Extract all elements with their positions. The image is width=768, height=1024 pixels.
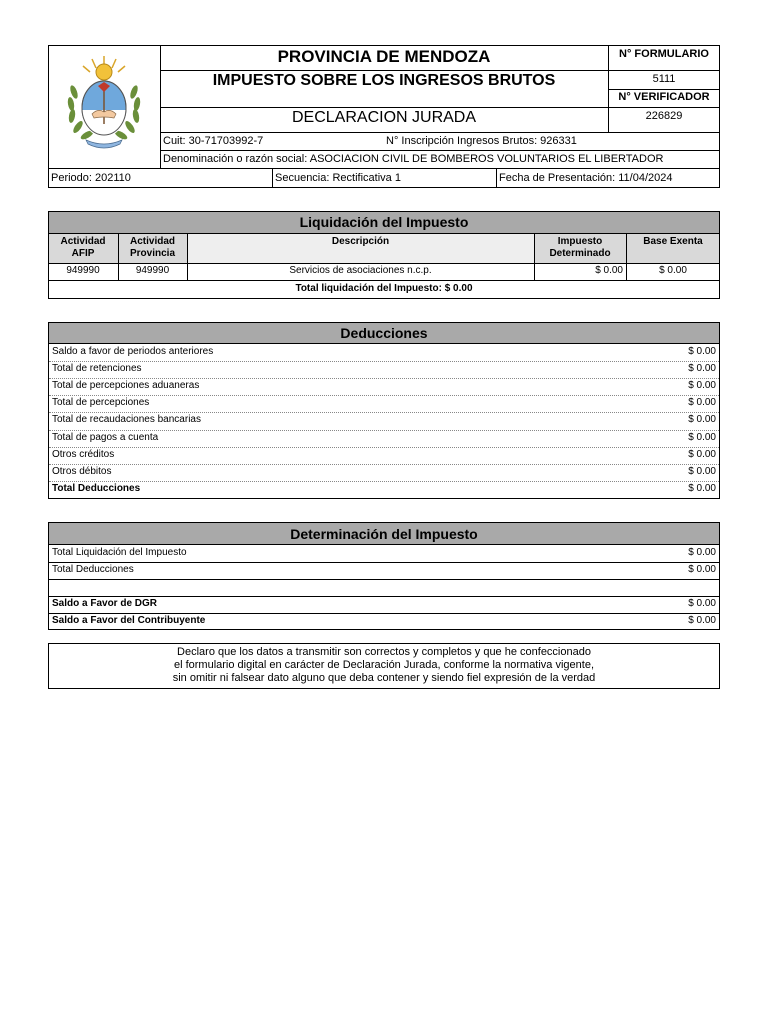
inscription-number: N° Inscripción Ingresos Brutos: 926331 (386, 135, 577, 147)
col-provincia: Actividad Provincia (129, 236, 176, 259)
deduccion-label: Total de recaudaciones bancarias (52, 414, 201, 426)
deduccion-label: Saldo a favor de periodos anteriores (52, 346, 214, 357)
determinacion-value: $ 0.00 (688, 598, 716, 609)
sequence: Secuencia: Rectificativa 1 (275, 172, 401, 184)
col-afip: Actividad AFIP (60, 236, 106, 259)
deduccion-value: $ 0.00 (688, 414, 716, 426)
determinacion-label: Total Deducciones (52, 564, 134, 575)
deduccion-value: $ 0.00 (688, 380, 716, 392)
determinacion-label: Saldo a Favor del Contribuyente (52, 615, 206, 626)
deducciones-title: Deducciones (340, 325, 428, 341)
row-base-exenta: $ 0.00 (659, 265, 687, 276)
deduccion-value: $ 0.00 (688, 363, 716, 375)
deduccion-value: $ 0.00 (688, 397, 716, 409)
deduccion-value: $ 0.00 (688, 482, 716, 494)
col-base-exenta: Base Exenta (643, 236, 703, 247)
deduccion-value: $ 0.00 (688, 346, 716, 357)
company-name: Denominación o razón social: ASOCIACION CIVIL DE BOMBEROS VOLUNTARIOS EL LIBERTADOR (163, 153, 664, 165)
determinacion-value: $ 0.00 (688, 615, 716, 626)
determinacion-label: Saldo a Favor de DGR (52, 598, 158, 609)
determinacion-label: Total Liquidación del Impuesto (52, 547, 187, 558)
deduccion-value: $ 0.00 (688, 465, 716, 477)
row-impuesto: $ 0.00 (595, 265, 623, 276)
cuit: Cuit: 30-71703992-7 (163, 135, 264, 147)
form-number-label: N° FORMULARIO (619, 48, 709, 60)
deduccion-label: Total de percepciones aduaneras (52, 380, 200, 392)
verifier-label: N° VERIFICADOR (618, 91, 710, 103)
deduccion-label: Total de retenciones (52, 363, 142, 375)
deduccion-label: Total de pagos a cuenta (52, 431, 159, 443)
row-descripcion: Servicios de asociaciones n.c.p. (289, 265, 432, 276)
row-afip: 949990 (66, 265, 100, 276)
determinacion-title: Determinación del Impuesto (290, 526, 478, 542)
verifier-number: 226829 (645, 110, 683, 122)
deduccion-label: Total de percepciones (52, 397, 150, 409)
liquidacion-total: Total liquidación del Impuesto: $ 0.00 (295, 283, 473, 294)
province-title: PROVINCIA DE MENDOZA (277, 47, 491, 66)
determinacion-value: $ 0.00 (688, 564, 716, 575)
deduccion-label: Total Deducciones (52, 482, 141, 494)
declaration-title: DECLARACION JURADA (291, 109, 477, 126)
form-number: 5111 (652, 73, 676, 85)
declaracion-line-1: Declaro que los datos a transmitir son correctos y completos y que he confeccionado (177, 646, 591, 658)
deduccion-label: Otros créditos (52, 448, 115, 460)
deduccion-value: $ 0.00 (688, 448, 716, 460)
period: Periodo: 202110 (51, 172, 131, 184)
tax-title: IMPUESTO SOBRE LOS INGRESOS BRUTOS (212, 72, 556, 89)
col-impuesto: Impuesto Determinado (549, 236, 611, 259)
row-provincia: 949990 (135, 265, 170, 276)
liquidacion-title: Liquidación del Impuesto (299, 214, 469, 230)
deduccion-label: Otros débitos (52, 465, 112, 477)
presentation-date: Fecha de Presentación: 11/04/2024 (499, 172, 673, 184)
deduccion-value: $ 0.00 (688, 431, 716, 443)
col-descripcion: Descripción (331, 236, 390, 247)
determinacion-value: $ 0.00 (688, 547, 716, 558)
declaracion-line-2: el formulario digital en carácter de Declaración Jurada, conforme la normativa vigente, (173, 659, 595, 671)
declaracion-line-3: sin omitir ni falsear dato alguno que deba contener y siendo fiel expresión de la verdad (172, 672, 596, 684)
coat-of-arms-icon (58, 52, 150, 152)
